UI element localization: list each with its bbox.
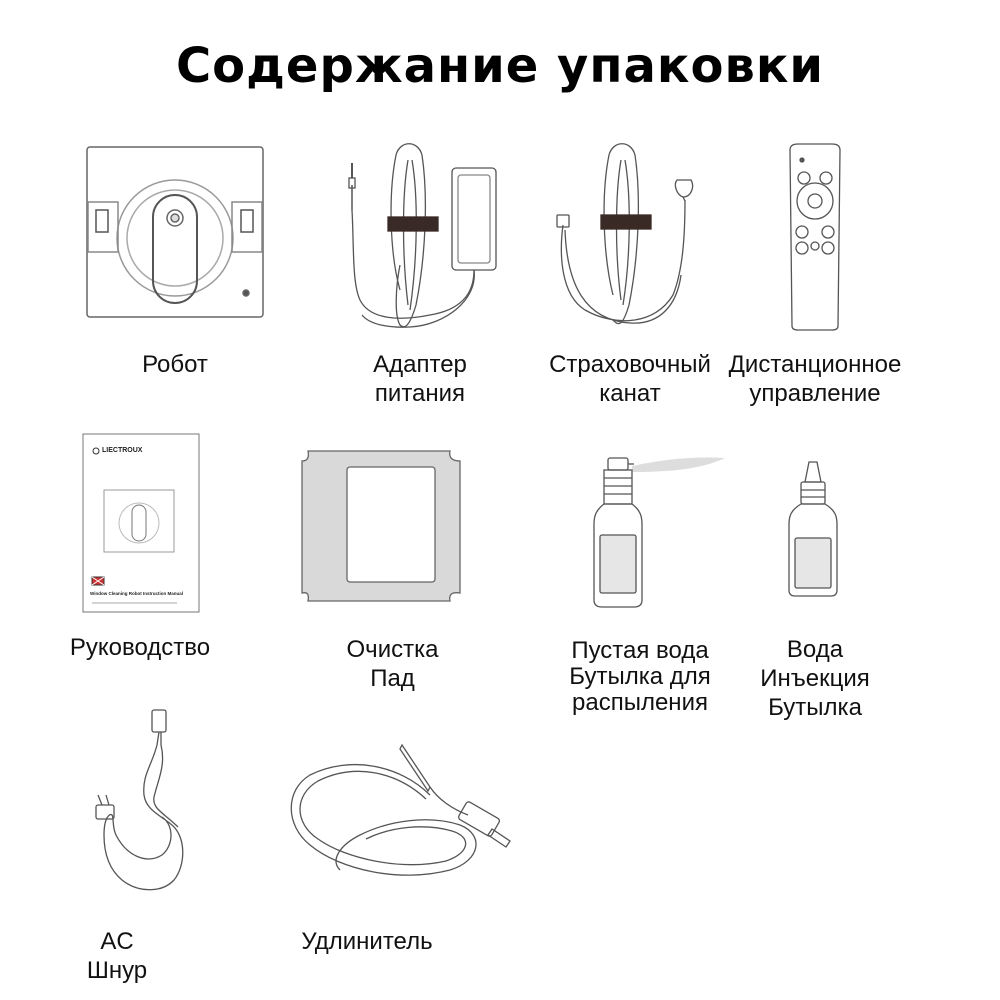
robot-label: Робот	[142, 351, 208, 378]
extension-cord-label: Удлинитель	[301, 928, 433, 955]
injection-bottle-label: Вода Инъекция Бутылка	[760, 636, 870, 721]
injection-bottle-item	[760, 460, 870, 721]
remote-illustration	[780, 140, 850, 335]
manual-item	[69, 433, 211, 661]
ac-cord-illustration	[82, 705, 202, 900]
safety-rope-item	[545, 135, 715, 407]
cleaning-pad-label: Очистка Пад	[346, 636, 439, 692]
robot-illustration	[80, 140, 270, 325]
power-adapter-item	[330, 135, 510, 407]
remote-label: Дистанционное управление	[728, 351, 902, 407]
manual-brand: LIECTROUX	[102, 447, 143, 454]
manual-title: Window Cleaning Robot Instruction Manual	[90, 591, 183, 596]
manual-illustration	[82, 433, 200, 613]
injection-bottle-illustration	[785, 460, 845, 600]
spray-bottle-item	[569, 450, 730, 716]
power-adapter-illustration	[330, 135, 510, 345]
extension-cord-item	[280, 735, 535, 955]
spray-bottle-label: Пустая вода Бутылка для распыления	[569, 637, 711, 716]
safety-rope-label: Страховочный канат	[549, 351, 711, 407]
power-adapter-label: Адаптер питания	[373, 351, 467, 407]
robot-item	[80, 140, 270, 378]
cleaning-pad-item	[300, 447, 465, 692]
extension-cord-illustration	[280, 735, 535, 895]
page-title: Содержание упаковки	[175, 38, 825, 94]
ac-cord-label: AC Шнур	[86, 928, 148, 984]
manual-label: Руководство	[69, 634, 211, 661]
remote-item	[728, 140, 902, 407]
spray-bottle-illustration	[590, 450, 730, 615]
safety-rope-illustration	[545, 135, 715, 345]
ac-cord-item	[82, 705, 202, 984]
cleaning-pad-illustration	[300, 447, 465, 605]
